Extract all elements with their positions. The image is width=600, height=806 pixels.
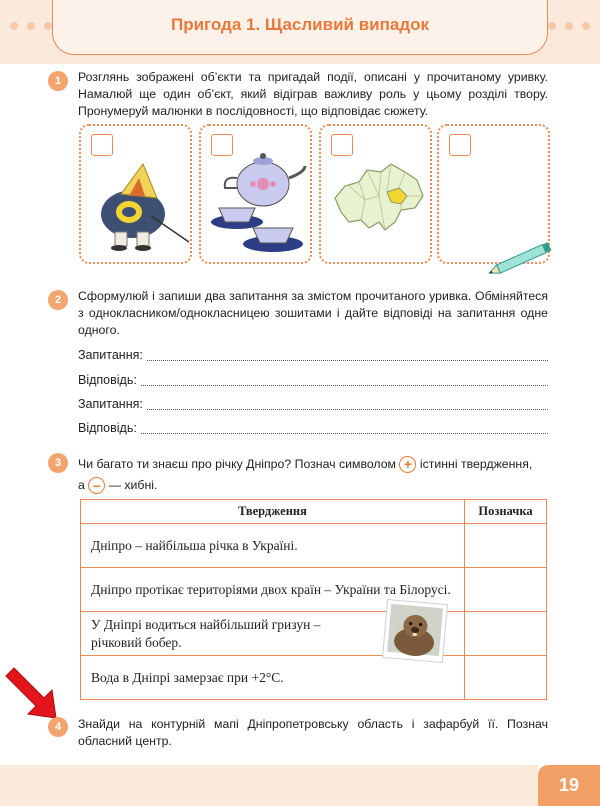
minus-symbol-icon: – — [88, 477, 105, 494]
question-label: Запитання: — [78, 397, 143, 411]
order-checkbox-3[interactable] — [331, 134, 353, 156]
table-row — [81, 612, 547, 656]
page-title: Пригода 1. Щасливий випадок — [170, 15, 429, 34]
table-row — [81, 524, 547, 568]
answer-line-2[interactable] — [78, 421, 548, 435]
answer-line[interactable] — [147, 348, 548, 361]
order-checkbox-1[interactable] — [91, 134, 113, 156]
statement-cell: Вода в Дніпрі замерзає при +2°С. — [81, 656, 465, 700]
task-number-2: 2 — [48, 290, 68, 310]
answer-label: Відповідь: — [78, 373, 137, 387]
mark-cell[interactable] — [465, 568, 547, 612]
mark-cell[interactable] — [465, 612, 547, 656]
order-checkbox-4[interactable] — [449, 134, 471, 156]
answer-line-1[interactable] — [78, 373, 548, 387]
answer-label: Відповідь: — [78, 421, 137, 435]
task-3-text: Чи багато ти знаєш про річку Дніпро? Познач символом + істинні твердження, а – — хибні. — [78, 456, 533, 494]
mark-cell[interactable] — [465, 656, 547, 700]
task-2-text: Сформулюй і запиши два запитання за змістом прочитаного уривка. Обміняйтеся з однокласником/однокласницею зошитами і дайте відповіді на запитання одне одного. — [78, 289, 548, 337]
image-card-3 — [319, 124, 432, 264]
red-arrow-icon — [2, 664, 60, 722]
task-number-1: 1 — [48, 71, 68, 91]
image-card-2 — [199, 124, 312, 264]
task-number-3: 3 — [48, 453, 68, 473]
table-header-row — [81, 500, 547, 524]
task-number-4: 4 — [48, 717, 68, 737]
title-tab — [52, 0, 548, 55]
task-1-text: Розглянь зображені об’єкти та пригадай події, описані у прочитаному уривку. Намалюй ще один об’єкт, який відіграв важливу роль у цьому розділі твору. Пронумеруй малюнки в послідовності, що відповідає сюжету. — [78, 70, 548, 118]
question-line-2[interactable] — [78, 397, 548, 411]
task-4-text: Знайди на контурній мапі Дніпропетровську область і зафарбуй її. Познач обласний центр. — [78, 717, 548, 748]
question-line-1[interactable] — [78, 348, 548, 362]
statement-cell: Дніпро протікає територіями двох країн – України та Білорусі. — [81, 568, 465, 612]
table-row — [81, 568, 547, 612]
pencil-icon — [486, 238, 558, 278]
order-checkbox-2[interactable] — [211, 134, 233, 156]
column-header-mark: Позначка — [465, 500, 547, 524]
footer-band — [0, 765, 538, 806]
answer-line[interactable] — [147, 397, 548, 410]
statements-table — [80, 499, 547, 700]
statement-cell: У Дніпрі водиться найбільший гризун – річковий бобер. — [81, 612, 465, 656]
plus-symbol-icon: + — [399, 456, 416, 473]
table-row — [81, 656, 547, 700]
question-label: Запитання: — [78, 348, 143, 362]
answer-line[interactable] — [141, 373, 548, 386]
statement-cell: Дніпро – найбільша річка в Україні. — [81, 524, 465, 568]
mark-cell[interactable] — [465, 524, 547, 568]
beaver-photo-icon — [381, 598, 449, 664]
header-dots-left — [10, 22, 52, 30]
column-header-statement: Твердження — [81, 500, 465, 524]
page-number: 19 — [538, 765, 600, 806]
image-card-1 — [79, 124, 192, 264]
answer-line[interactable] — [141, 421, 548, 434]
